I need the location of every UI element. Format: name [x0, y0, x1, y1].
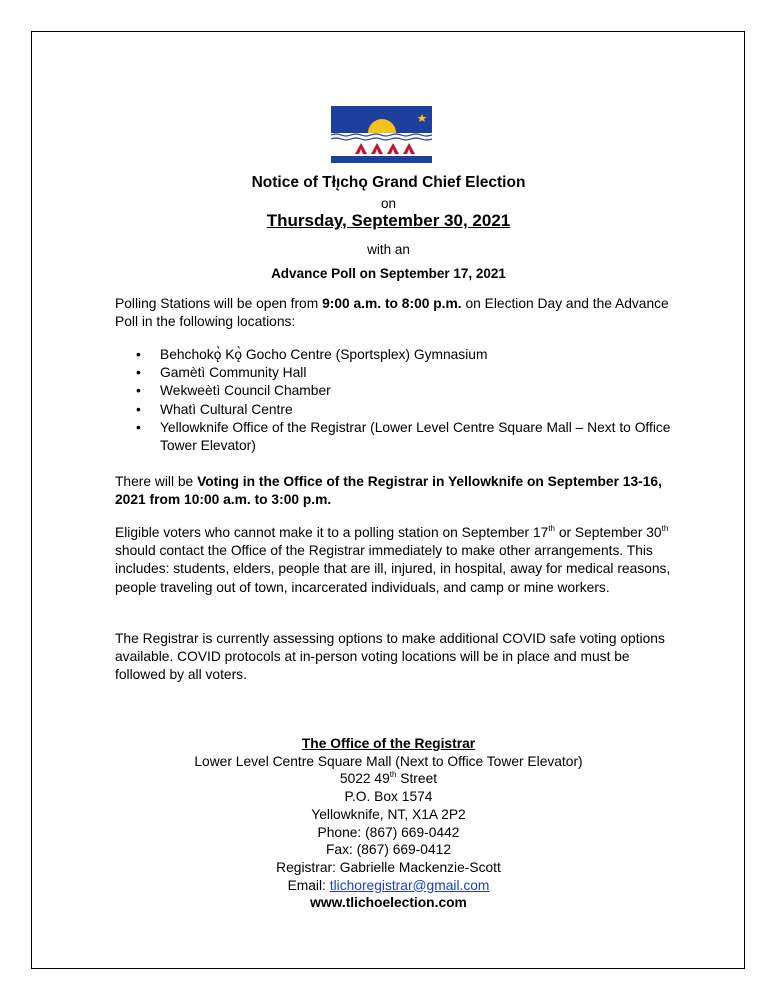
list-item: • Behchokǫ̀ Kǫ̀ Gocho Centre (Sportsplex) Gymnasium [136, 347, 488, 362]
office-heading: The Office of the Registrar [301, 736, 476, 751]
notice-title: Notice of Tłı̨chǫ Grand Chief Election [251, 174, 526, 191]
list-item: • Whatì Cultural Centre [136, 401, 293, 417]
notice-with-an: with an [367, 242, 410, 257]
yellowknife-voting-paragraph: There will be Voting in the Office of the Registrar in Yellowknife on September 13-16, 2021 from 10:00 a.m. to 3:00 p.m. [115, 474, 662, 508]
office-phone: Phone: (867) 669-0442 [317, 824, 460, 840]
office-street: 5022 49th Street [339, 770, 438, 787]
office-city: Yellowknife, NT, X1A 2P2 [311, 806, 466, 822]
office-location: Lower Level Centre Square Mall (Next to Office Tower Elevator) [194, 753, 583, 769]
notice-on: on [380, 196, 397, 211]
election-date: Thursday, September 30, 2021 [266, 211, 511, 230]
office-registrar: Registrar: Gabrielle Mackenzie-Scott [276, 859, 501, 875]
advance-poll-date: Advance Poll on September 17, 2021 [271, 266, 506, 281]
registrar-contact-block [40, 735, 737, 912]
eligible-voters-paragraph: Eligible voters who cannot make it to a polling station on September 17th or September 30th should contact the Office of the Registrar immediately to make other arrangements. This includes: students, elders, people that are ill, injured, in hospital, away for medical reasons, people traveling out of town, incarcerated individuals, and camp or mine workers. [115, 524, 671, 595]
list-item: • Gamètì Community Hall [136, 365, 307, 381]
office-po-box: P.O. Box 1574 [344, 789, 433, 805]
website-link: www.tlichoelection.com [310, 895, 467, 911]
tlicho-flag-logo [331, 106, 432, 163]
list-item: • Yellowknife Office of the Registrar (Lower Level Centre Square Mall – Next to Office Tower Elevator) [136, 419, 671, 454]
office-fax: Fax: (867) 669-0412 [325, 842, 451, 858]
list-item: • Wekweètì Council Chamber [136, 383, 331, 399]
polling-hours: 9:00 a.m. to 8:00 p.m. [322, 296, 462, 311]
email-link[interactable]: tlichoregistrar@gmail.com [329, 877, 490, 893]
polling-locations-list [115, 346, 675, 455]
covid-paragraph: The Registrar is currently assessing options to make additional COVID safe voting options available. COVID protocols at in-person voting locations will be in place and must be followed by all voters. [115, 631, 665, 683]
office-email-line: Email: tlichoregistrar@gmail.com [287, 877, 490, 893]
polling-intro: Polling Stations will be open from 9:00 a.m. to 8:00 p.m. on Election Day and the Advance Poll in the following locations: [115, 296, 669, 330]
